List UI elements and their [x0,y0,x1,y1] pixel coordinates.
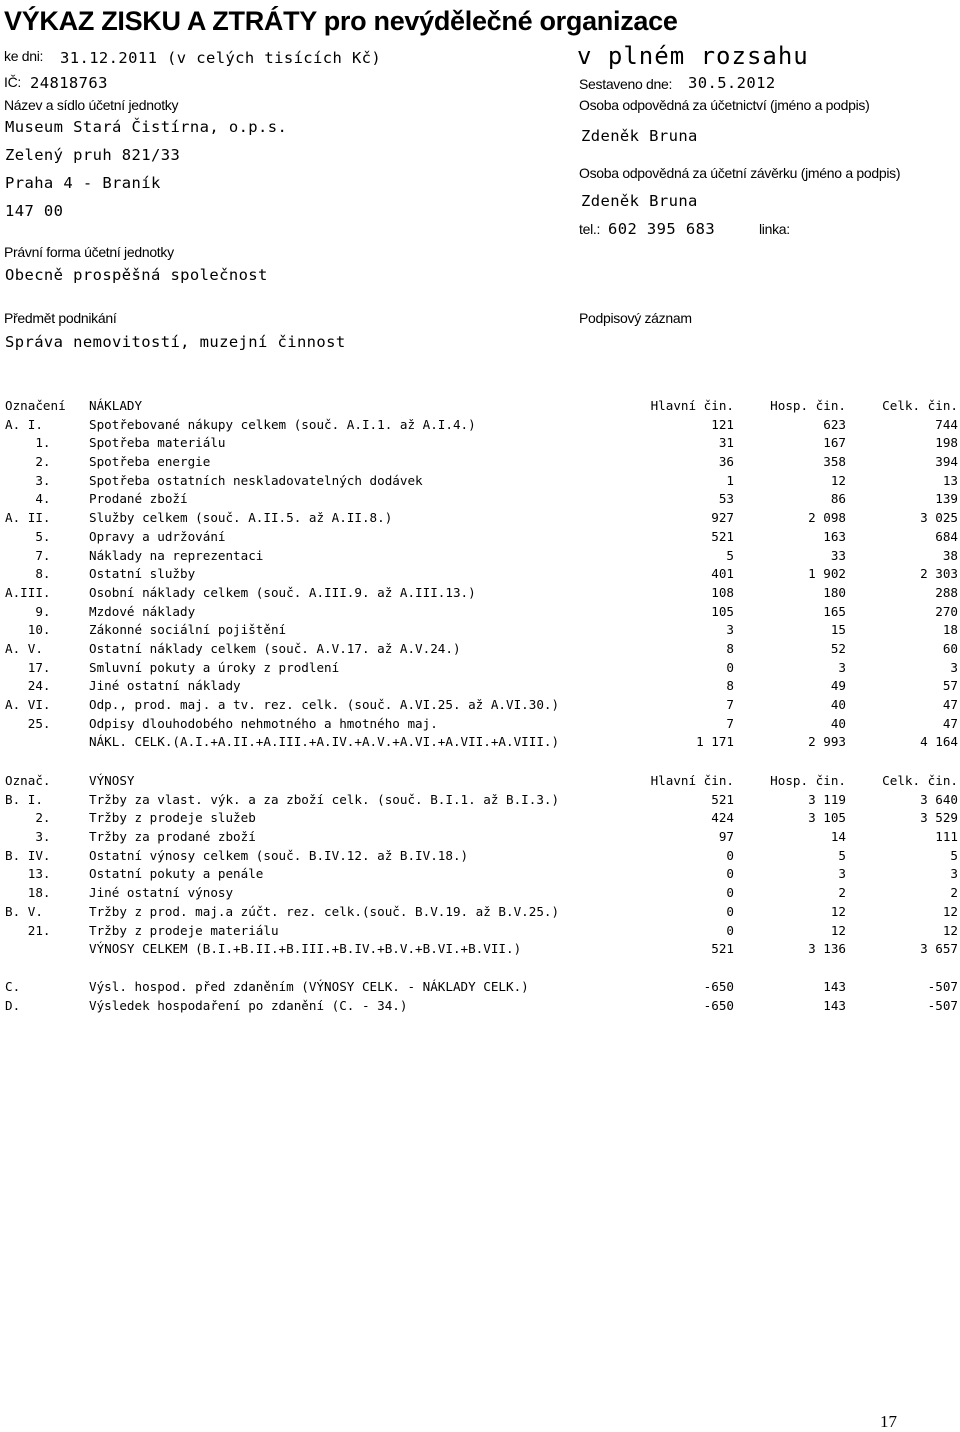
vynosy-row-hosp-cin: 3 [838,866,846,882]
vynosy-row [5,791,960,810]
naklady-row-hosp-cin: 358 [823,454,846,470]
naklady-row-code: A. I. [5,416,43,432]
naklady-row-celk-cin: 57 [942,678,958,694]
nazev-line-2: Zelený pruh 821/33 [5,146,181,164]
naklady-row [5,603,960,622]
vynosy-row-description: Jiné ostatní výnosy [89,885,234,901]
pravni-forma-label: Právní forma účetní jednotky [4,244,174,260]
naklady-row-hlavni-cin: 53 [718,491,734,507]
naklady-row-hlavni-cin: 105 [711,603,734,619]
naklady-row-description: Spotřeba ostatních neskladovatelných dodávek [89,472,423,488]
vynosy-row-hlavni-cin: 0 [726,922,734,938]
vynosy-row-hosp-cin: 3 119 [808,791,846,807]
naklady-row-hlavni-cin: 121 [711,416,734,432]
naklady-row-code: 17. [5,659,51,675]
vynosy-row-description: Tržby za prodané zboží [89,829,256,845]
naklady-row [5,584,960,603]
ke-dni-label: ke dni: [4,48,44,64]
naklady-row-celk-cin: 3 [950,659,958,675]
vynosy-row-description: Tržby za vlast. výk. a za zboží celk. (souč. B.I.1. až B.I.3.) [89,791,560,807]
naklady-row-code: 10. [5,622,51,638]
naklady-row-description: Spotřebované nákupy celkem (souč. A.I.1. až A.I.4.) [89,416,476,432]
naklady-row-hosp-cin: 15 [830,622,846,638]
nazev-label: Název a sídlo účetní jednotky [4,97,179,113]
vynosy-row-hosp-cin: 5 [838,847,846,863]
vysledky-row-description: Výsl. hospod. před zdaněním (VÝNOSY CELK. - NÁKLADY CELK.) [89,979,529,994]
naklady-row-celk-cin: 744 [935,416,958,432]
naklady-row-hosp-cin: 3 [838,659,846,675]
naklady-row-hlavni-cin: 927 [711,510,734,526]
naklady-row-hlavni-cin: 521 [711,528,734,544]
vynosy-row-hlavni-cin: 521 [711,791,734,807]
vynosy-row [5,865,960,884]
page-number: 17 [880,1412,897,1431]
vynosy-row [5,884,960,903]
naklady-row [5,715,960,734]
vynosy-row-hlavni-cin: 521 [711,941,734,957]
naklady-row [5,434,960,453]
naklady-row [5,509,960,528]
vynosy-row [5,828,960,847]
vynosy-row-hosp-cin: 12 [830,903,846,919]
vynosy-row-celk-cin: 3 657 [920,941,958,957]
naklady-row-code: A. II. [5,510,51,526]
naklady-row-code: 8. [5,566,51,582]
naklady-row-celk-cin: 394 [935,454,958,470]
vynosy-row [5,809,960,828]
rozsah-value: v plném rozsahu [577,42,809,70]
naklady-row-hosp-cin: 165 [823,603,846,619]
vynosy-header-desc: VÝNOSY [89,773,135,788]
vynosy-row-celk-cin: 12 [942,922,958,938]
naklady-row [5,416,960,435]
vynosy-header-celk: Celk. čin. [882,773,958,788]
naklady-row-celk-cin: 60 [942,640,958,656]
naklady-row-celk-cin: 38 [942,547,958,563]
vynosy-row-description: Tržby z prod. maj.a zúčt. rez. celk.(souč. B.V.19. až B.V.25.) [89,903,560,919]
vysledky-row-hlavni-cin: -650 [703,997,734,1013]
naklady-row-hosp-cin: 1 902 [808,566,846,582]
naklady-row-celk-cin: 2 303 [920,566,958,582]
naklady-row [5,453,960,472]
vysledky-row-celk-cin: -507 [927,997,958,1013]
naklady-row-description: Služby celkem (souč. A.II.5. až A.II.8.) [89,510,393,526]
vynosy-row-hlavni-cin: 0 [726,866,734,882]
vynosy-row-code: 2. [5,810,51,826]
naklady-row-hlavni-cin: 108 [711,584,734,600]
vynosy-row-description: Tržby z prodeje služeb [89,810,256,826]
naklady-row-celk-cin: 4 164 [920,734,958,750]
vynosy-row-hosp-cin: 2 [838,885,846,901]
naklady-row-hlavni-cin: 1 171 [696,734,734,750]
naklady-row-description: Ostatní náklady celkem (souč. A.V.17. až A.V.24.) [89,640,461,656]
tel-value: 602 395 683 [608,220,716,238]
vynosy-header-row [5,772,960,791]
naklady-row-description: NÁKL. CELK.(A.I.+A.II.+A.III.+A.IV.+A.V.+A.VI.+A.VII.+A.VIII.) [89,734,560,750]
predmet-label: Předmět podnikání [4,310,117,326]
vynosy-row-hosp-cin: 3 136 [808,941,846,957]
naklady-row-hlavni-cin: 8 [726,640,734,656]
naklady-row-hosp-cin: 2 098 [808,510,846,526]
naklady-row-hlavni-cin: 1 [726,472,734,488]
naklady-row-description: Spotřeba materiálu [89,435,226,451]
naklady-row-hosp-cin: 623 [823,416,846,432]
naklady-row-description: Spotřeba energie [89,454,211,470]
naklady-row-description: Jiné ostatní náklady [89,678,241,694]
naklady-row-hosp-cin: 167 [823,435,846,451]
naklady-row-description: Smluvní pokuty a úroky z prodlení [89,659,340,675]
vynosy-row-code: B. I. [5,791,43,807]
nazev-line-3: Praha 4 - Braník [5,174,161,192]
vynosy-header-hlavni: Hlavní čin. [650,773,734,788]
vynosy-row-celk-cin: 2 [950,885,958,901]
vynosy-row-hlavni-cin: 0 [726,885,734,901]
vysledky-row-celk-cin: -507 [927,979,958,994]
naklady-row-hlavni-cin: 7 [726,715,734,731]
naklady-row-hosp-cin: 2 993 [808,734,846,750]
vynosy-row-celk-cin: 3 529 [920,810,958,826]
naklady-row-celk-cin: 139 [935,491,958,507]
naklady-row-hosp-cin: 180 [823,584,846,600]
vynosy-row-celk-cin: 12 [942,903,958,919]
naklady-row-code: A. VI. [5,697,51,712]
naklady-row-hosp-cin: 52 [830,640,846,656]
naklady-row-celk-cin: 198 [935,435,958,451]
naklady-row [5,472,960,491]
naklady-header-code: Označení [5,398,66,413]
naklady-row-hlavni-cin: 5 [726,547,734,563]
naklady-header-row [5,397,960,416]
naklady-row-code: 7. [5,547,51,563]
vynosy-row-description: VÝNOSY CELKEM (B.I.+B.II.+B.III.+B.IV.+B.V.+B.VI.+B.VII.) [89,941,522,957]
naklady-row [5,547,960,566]
naklady-row-celk-cin: 13 [942,472,958,488]
vynosy-rows [5,791,960,959]
naklady-row-celk-cin: 684 [935,528,958,544]
vynosy-row-code: 21. [5,922,51,938]
naklady-header-hlavni: Hlavní čin. [650,398,734,413]
naklady-row-description: Odp., prod. maj. a tv. rez. celk. (souč. A.VI.25. až A.VI.30.) [89,697,560,712]
vynosy-row-code: 13. [5,866,51,882]
naklady-header-desc: NÁKLADY [89,398,143,413]
naklady-row-description: Zákonné sociální pojištění [89,622,287,638]
naklady-row-description: Odpisy dlouhodobého nehmotného a hmotného maj. [89,715,438,731]
naklady-row-hlavni-cin: 36 [718,454,734,470]
naklady-row-code: A. V. [5,640,43,656]
vysledky-row-hlavni-cin: -650 [703,979,734,994]
nazev-line-4: 147 00 [5,202,64,220]
naklady-row-description: Mzdové náklady [89,603,196,619]
vynosy-row-code: 3. [5,829,51,845]
vynosy-row-celk-cin: 3 640 [920,791,958,807]
vysledky-row [5,978,960,997]
vynosy-row [5,940,960,959]
naklady-row [5,640,960,659]
vynosy-row-description: Tržby z prodeje materiálu [89,922,279,938]
naklady-row-description: Osobní náklady celkem (souč. A.III.9. až A.III.13.) [89,584,476,600]
naklady-row-hlavni-cin: 7 [726,697,734,712]
vynosy-row-code: B. V. [5,903,43,919]
naklady-row-hosp-cin: 33 [830,547,846,563]
pravni-forma-value: Obecně prospěšná společnost [5,266,268,284]
naklady-row-description: Opravy a udržování [89,528,226,544]
ic-value: 24818763 [30,74,108,92]
podpisovy-zaznam-label: Podpisový záznam [579,310,692,326]
naklady-row-code: 9. [5,603,51,619]
vynosy-row-celk-cin: 5 [950,847,958,863]
naklady-row-hlavni-cin: 0 [726,659,734,675]
vynosy-row [5,903,960,922]
vysledky-row [5,997,960,1016]
sestaveno-value: 30.5.2012 [688,74,776,92]
naklady-row-code: 1. [5,435,51,451]
ke-dni-value: 31.12.2011 (v celých tisících Kč) [60,49,382,67]
vynosy-row-hlavni-cin: 0 [726,903,734,919]
naklady-row-code: 3. [5,472,51,488]
naklady-header-celk: Celk. čin. [882,398,958,413]
naklady-row [5,696,960,715]
vynosy-header-hosp: Hosp. čin. [770,773,846,788]
naklady-row-celk-cin: 18 [942,622,958,638]
naklady-row-celk-cin: 270 [935,603,958,619]
naklady-row-description: Prodané zboží [89,491,188,507]
vysledky-row-code: D. [5,997,21,1013]
vynosy-row-celk-cin: 111 [935,829,958,845]
osoba-zaverka-label: Osoba odpovědná za účetní závěrku (jméno a podpis) [579,165,901,181]
vynosy-row-hlavni-cin: 0 [726,847,734,863]
vysledky-row-hosp-cin: 143 [823,997,846,1013]
vysledky-row-hosp-cin: 143 [823,979,846,994]
naklady-row-hosp-cin: 40 [830,697,846,712]
naklady-row [5,565,960,584]
naklady-row-code: A.III. [5,584,51,600]
naklady-row-hosp-cin: 86 [830,491,846,507]
vynosy-table [5,772,960,959]
vynosy-header-code: Označ. [5,773,51,788]
naklady-row [5,677,960,696]
vynosy-row-code: 18. [5,885,51,901]
naklady-row [5,490,960,509]
vynosy-row-description: Ostatní výnosy celkem (souč. B.IV.12. až B.IV.18.) [89,847,469,863]
osoba-zaverka-value: Zdeněk Bruna [581,192,698,210]
document-title: VÝKAZ ZISKU A ZTRÁTY pro nevýdělečné organizace [4,6,678,36]
vysledky-table [5,978,960,1015]
naklady-row-hosp-cin: 163 [823,528,846,544]
osoba-ucetnictvi-label: Osoba odpovědná za účetnictví (jméno a podpis) [579,97,870,113]
naklady-row-celk-cin: 288 [935,584,958,600]
vysledky-row-code: C. [5,979,21,994]
naklady-row-code: 25. [5,715,51,731]
predmet-value: Správa nemovitostí, muzejní činnost [5,333,346,351]
vynosy-row-hosp-cin: 14 [830,829,846,845]
naklady-row-hosp-cin: 40 [830,715,846,731]
vynosy-row-hosp-cin: 3 105 [808,810,846,826]
naklady-row-hosp-cin: 49 [830,678,846,694]
naklady-table [5,397,960,752]
vynosy-row-description: Ostatní pokuty a penále [89,866,264,882]
naklady-row [5,528,960,547]
naklady-row-code: 5. [5,528,51,544]
naklady-row-hlavni-cin: 31 [718,435,734,451]
naklady-row [5,733,960,752]
ic-label: IČ: [4,74,21,90]
naklady-row-celk-cin: 3 025 [920,510,958,526]
naklady-row-description: Náklady na reprezentaci [89,547,264,563]
vysledky-rows [5,978,960,1015]
naklady-row [5,659,960,678]
vynosy-row [5,847,960,866]
naklady-row [5,621,960,640]
naklady-row-hlavni-cin: 8 [726,678,734,694]
naklady-row-code: 4. [5,491,51,507]
naklady-row-description: Ostatní služby [89,566,196,582]
vynosy-row-hlavni-cin: 424 [711,810,734,826]
linka-label: linka: [759,221,790,237]
naklady-row-hosp-cin: 12 [830,472,846,488]
nazev-line-1: Museum Stará Čistírna, o.p.s. [5,118,288,136]
naklady-row-hlavni-cin: 401 [711,566,734,582]
vynosy-row [5,922,960,941]
naklady-row-celk-cin: 47 [942,715,958,731]
vynosy-row-celk-cin: 3 [950,866,958,882]
naklady-row-hlavni-cin: 3 [726,622,734,638]
naklady-header-hosp: Hosp. čin. [770,398,846,413]
vynosy-row-hosp-cin: 12 [830,922,846,938]
naklady-row-code: 2. [5,454,51,470]
vynosy-row-hlavni-cin: 97 [718,829,734,845]
sestaveno-label: Sestaveno dne: [579,76,673,92]
osoba-ucetnictvi-value: Zdeněk Bruna [581,127,698,145]
tel-label: tel.: [579,221,601,237]
vysledky-row-description: Výsledek hospodaření po zdanění (C. - 34.) [89,997,408,1013]
vynosy-row-code: B. IV. [5,847,51,863]
naklady-rows [5,416,960,752]
naklady-row-code: 24. [5,678,51,694]
naklady-row-celk-cin: 47 [942,697,958,712]
